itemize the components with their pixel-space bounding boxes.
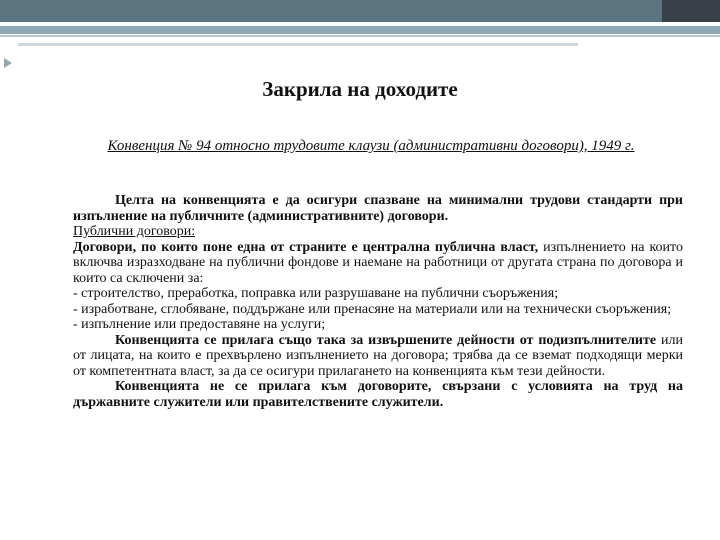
exclusion-paragraph: Конвенцията не се прилага към договорите, свързани с условията на труд на държавните служители или правителствените служители. (73, 379, 683, 410)
slide-title: Закрила на доходите (262, 77, 458, 101)
decorative-rule-thin (0, 35, 720, 37)
subcontractors-paragraph (73, 333, 683, 380)
definition-rest: изпълнението на които включва изразходване на публични фондове и наемане на работници от другата страна по договора и които са сключени за: (73, 239, 683, 286)
definition-paragraph (73, 240, 683, 287)
subcontractors-bold: Конвенцията се прилага също така за извършените дейности от подизпълнителите (115, 332, 657, 348)
purpose-paragraph: Целта на конвенцията е да осигури спазване на минимални трудови стандарти при изпълнение на публичните (административните) договори. (73, 193, 683, 224)
definition-bold: Договори, по които поне една от страните е централна публична власт, (73, 239, 539, 255)
header-band-accent (662, 0, 720, 22)
slide-marker-icon (4, 58, 12, 68)
subcontractors-rest: или от лицата, на които е прехвърлено изпълнението на договора; трябва да се вземат подходящи мерки от компетентната власт, за да се осигури прилагането на конвенцията към тези дейности. (73, 332, 683, 379)
list-item-manufacturing: - изработване, сглобяване, поддържане или пренасяне на материали или на технически съоръжения; (73, 301, 672, 317)
decorative-rule-short (18, 43, 578, 46)
list-item-construction: - строителство, преработка, поправка или разрушаване на публични съоръжения; (73, 286, 559, 301)
convention-subtitle: Конвенция № 94 относно трудовите клаузи (административни договори), 1949 г. (107, 138, 635, 154)
header-band (0, 0, 720, 22)
public-contracts-heading: Публични договори: (73, 224, 196, 239)
slide-body (73, 193, 683, 410)
decorative-rule (0, 26, 720, 34)
list-item-services: - изпълнение или предоставяне на услуги; (73, 317, 326, 332)
